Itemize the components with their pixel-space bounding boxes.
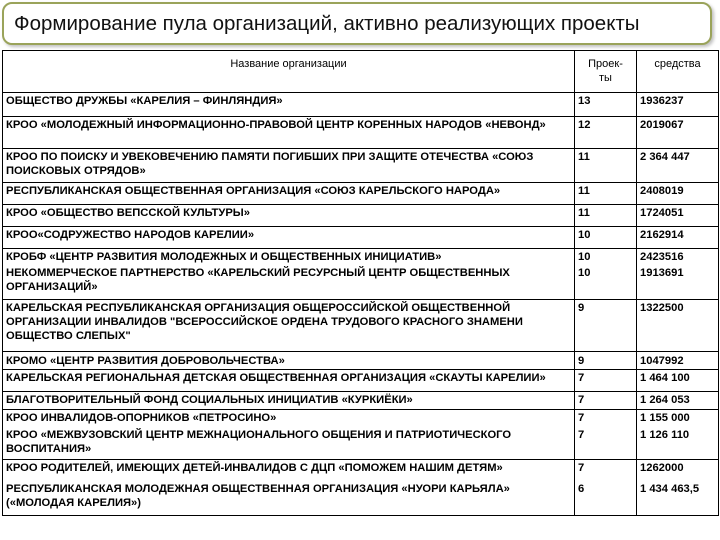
projects-cell: 10	[575, 265, 637, 299]
org-name-cell: КРОО ПО ПОИСКУ И УВЕКОВЕЧЕНИЮ ПАМЯТИ ПОГИБШИХ ПРИ ЗАЩИТЕ ОТЕЧЕСТВА «СОЮЗ ПОИСКОВЫХ ОТРЯДОВ»	[3, 149, 575, 183]
org-name-cell: НЕКОММЕРЧЕСКОЕ ПАРТНЕРСТВО «КАРЕЛЬСКИЙ РЕСУРСНЫЙ ЦЕНТР ОБЩЕСТВЕННЫХ ОРГАНИЗАЦИЙ»	[3, 265, 575, 299]
funds-cell: 2019067	[637, 117, 719, 149]
header-projects: Проек- ты	[575, 51, 637, 93]
projects-cell: 10	[575, 249, 637, 266]
table-row	[3, 299, 719, 351]
funds-cell: 1 155 000	[637, 409, 719, 427]
funds-cell: 1 434 463,5	[637, 481, 719, 515]
projects-cell: 11	[575, 183, 637, 205]
funds-cell: 1047992	[637, 351, 719, 369]
funds-cell: 1262000	[637, 459, 719, 481]
table-row	[3, 409, 719, 427]
funds-cell: 1 264 053	[637, 391, 719, 409]
funds-cell: 2162914	[637, 227, 719, 249]
table-row	[3, 93, 719, 117]
table-row	[3, 369, 719, 391]
table-row	[3, 205, 719, 227]
table-row	[3, 149, 719, 183]
projects-cell: 10	[575, 227, 637, 249]
funds-cell: 1322500	[637, 299, 719, 351]
table-row	[3, 481, 719, 515]
table-row	[3, 265, 719, 299]
table-row	[3, 391, 719, 409]
projects-cell: 9	[575, 299, 637, 351]
org-name-cell: КРОМО «ЦЕНТР РАЗВИТИЯ ДОБРОВОЛЬЧЕСТВА»	[3, 351, 575, 369]
organizations-table	[2, 50, 719, 516]
funds-cell: 2 364 447	[637, 149, 719, 183]
projects-cell: 7	[575, 427, 637, 459]
org-name-cell: КРОО«СОДРУЖЕСТВО НАРОДОВ КАРЕЛИИ»	[3, 227, 575, 249]
header-organization-name: Название организации	[3, 51, 575, 93]
projects-cell: 7	[575, 409, 637, 427]
projects-cell: 9	[575, 351, 637, 369]
org-name-cell: КРОБФ «ЦЕНТР РАЗВИТИЯ МОЛОДЕЖНЫХ И ОБЩЕСТВЕННЫХ ИНИЦИАТИВ»	[3, 249, 575, 266]
projects-cell: 12	[575, 117, 637, 149]
projects-cell: 6	[575, 481, 637, 515]
org-name-cell: ОБЩЕСТВО ДРУЖБЫ «КАРЕЛИЯ – ФИНЛЯНДИЯ»	[3, 93, 575, 117]
org-name-cell: КАРЕЛЬСКАЯ РЕСПУБЛИКАНСКАЯ ОРГАНИЗАЦИЯ ОБЩЕРОССИЙСКОЙ ОБЩЕСТВЕННОЙ ОРГАНИЗАЦИИ ИНВАЛИДОВ "ВСЕРОССИЙСКОЕ ОРДЕНА ТРУДОВОГО КРАСНОГО ЗНАМЕНИ ОБЩЕСТВО СЛЕПЫХ"	[3, 299, 575, 351]
table-row	[3, 427, 719, 459]
funds-cell: 1724051	[637, 205, 719, 227]
funds-cell: 1936237	[637, 93, 719, 117]
org-name-cell: КРОО РОДИТЕЛЕЙ, ИМЕЮЩИХ ДЕТЕЙ-ИНВАЛИДОВ С ДЦП «ПОМОЖЕМ НАШИМ ДЕТЯМ»	[3, 459, 575, 481]
funds-cell: 1 464 100	[637, 369, 719, 391]
org-name-cell: РЕСПУБЛИКАНСКАЯ ОБЩЕСТВЕННАЯ ОРГАНИЗАЦИЯ «СОЮЗ КАРЕЛЬСКОГО НАРОДА»	[3, 183, 575, 205]
org-name-cell: КРОО «МЕЖВУЗОВСКИЙ ЦЕНТР МЕЖНАЦИОНАЛЬНОГО ОБЩЕНИЯ И ПАТРИОТИЧЕСКОГО ВОСПИТАНИЯ»	[3, 427, 575, 459]
org-name-cell: БЛАГОТВОРИТЕЛЬНЫЙ ФОНД СОЦИАЛЬНЫХ ИНИЦИАТИВ «КУРКИЁКИ»	[3, 391, 575, 409]
org-name-cell: КАРЕЛЬСКАЯ РЕГИОНАЛЬНАЯ ДЕТСКАЯ ОБЩЕСТВЕННАЯ ОРГАНИЗАЦИЯ «СКАУТЫ КАРЕЛИИ»	[3, 369, 575, 391]
funds-cell: 2423516	[637, 249, 719, 266]
org-name-cell: КРОО «МОЛОДЕЖНЫЙ ИНФОРМАЦИОННО-ПРАВОВОЙ ЦЕНТР КОРЕННЫХ НАРОДОВ «НЕВОНД»	[3, 117, 575, 149]
slide-title-box	[2, 2, 712, 45]
projects-cell: 11	[575, 149, 637, 183]
header-funds: средства	[637, 51, 719, 93]
table-row	[3, 227, 719, 249]
funds-cell: 1913691	[637, 265, 719, 299]
org-name-cell: КРОО «ОБЩЕСТВО ВЕПССКОЙ КУЛЬТУРЫ»	[3, 205, 575, 227]
table-row	[3, 117, 719, 149]
table-row	[3, 249, 719, 266]
funds-cell: 2408019	[637, 183, 719, 205]
funds-cell: 1 126 110	[637, 427, 719, 459]
projects-cell: 7	[575, 391, 637, 409]
table-row	[3, 459, 719, 481]
slide-title: Формирование пула организаций, активно реализующих проекты	[14, 11, 640, 35]
org-name-cell: КРОО ИНВАЛИДОВ-ОПОРНИКОВ «ПЕТРОСИНО»	[3, 409, 575, 427]
projects-cell: 11	[575, 205, 637, 227]
table-row	[3, 351, 719, 369]
table-header-row	[3, 51, 719, 93]
org-name-cell: РЕСПУБЛИКАНСКАЯ МОЛОДЕЖНАЯ ОБЩЕСТВЕННАЯ ОРГАНИЗАЦИЯ «НУОРИ КАРЬЯЛА» («МОЛОДАЯ КАРЕЛИЯ»)	[3, 481, 575, 515]
projects-cell: 7	[575, 369, 637, 391]
projects-cell: 13	[575, 93, 637, 117]
projects-cell: 7	[575, 459, 637, 481]
table-row	[3, 183, 719, 205]
